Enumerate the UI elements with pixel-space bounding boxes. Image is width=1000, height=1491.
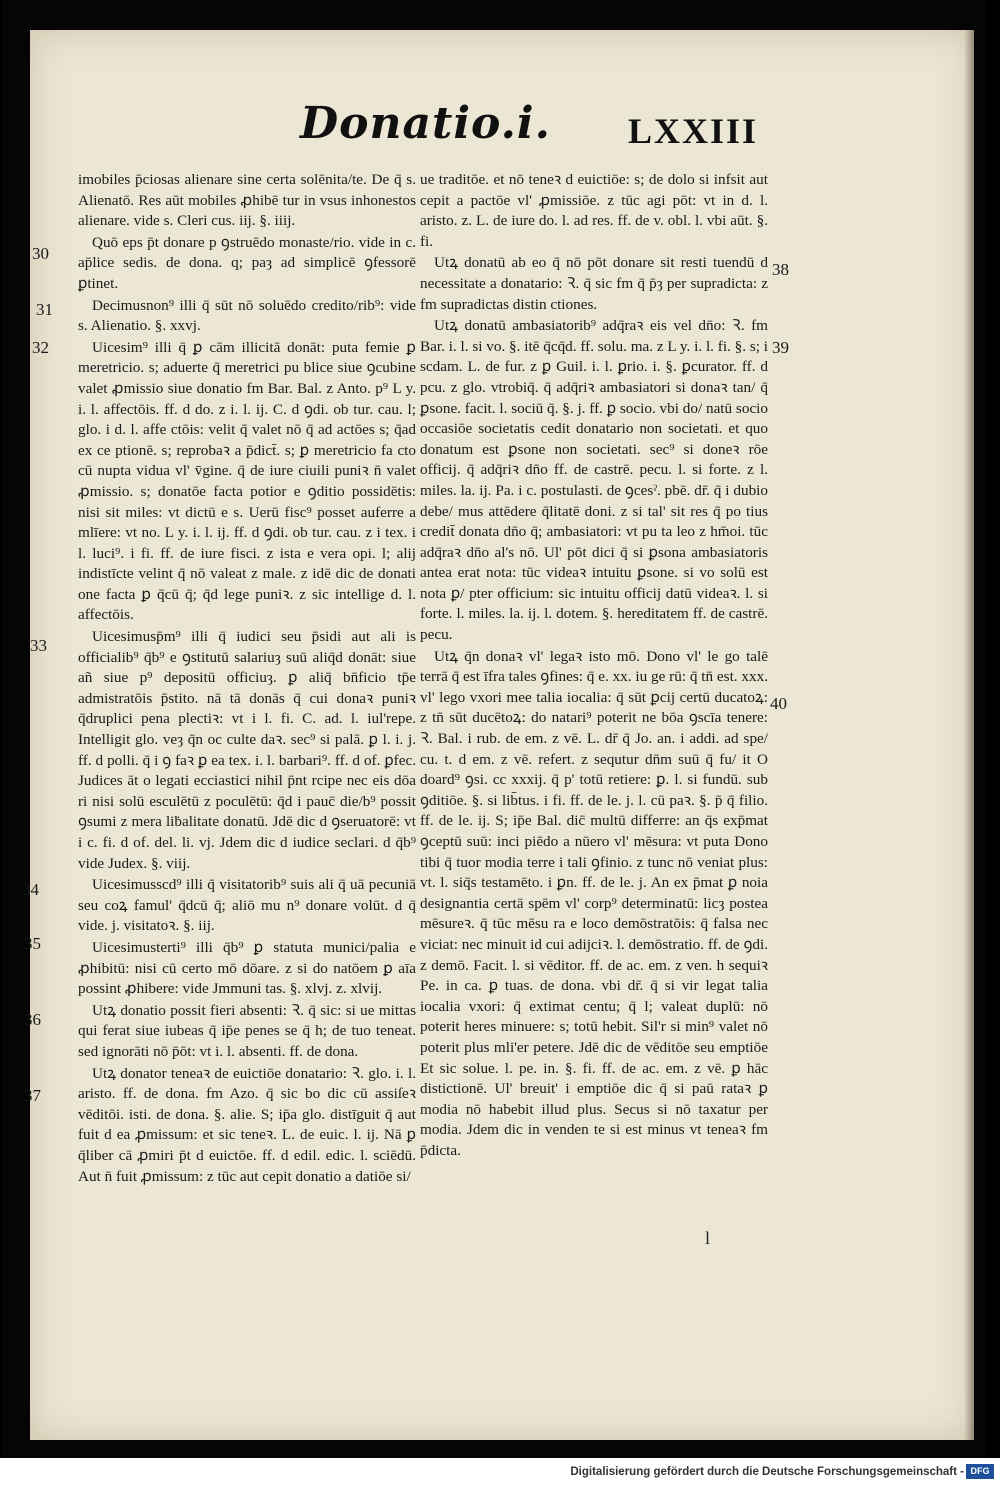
- right-column: [420, 170, 768, 1163]
- margin-number: 30: [32, 244, 49, 263]
- margin-number: 34: [22, 880, 39, 899]
- paragraph: Utꝝ donatū ab eo q̄ nō pōt donare sit resti tuendū d necessitate a donatario: Ꝛ. q̄ sic fm q̄ p̄ȝ per supradicta: z fm supradictas distin ctiones.: [420, 254, 768, 313]
- margin-number: 31: [36, 300, 53, 319]
- dfg-logo-icon: DFG: [966, 1464, 994, 1479]
- margin-number: 33: [30, 636, 47, 655]
- paragraph: Utꝝ q̄n donaꝛ vl' legaꝛ isto mō. Dono vl' le go talē terrā q̄ est īfra tales ꝯfines: q̄ e. xx. iu ge rū: q̄ tn̄ est. xxx. vl' lego vxori mee talia iocalia: q̄ sūt ꝑcij certū ducatoꝝ: z tn̄ sūt ducētoꝝ: do natari⁹ poterit ne bōa ꝯscīa tenere: Ꝛ. Bal. i rub. de em. z vē. L. dr̄ q̄ Jo. an. i addi. ad spe/ cu. t. d em. z vē. refert. z sequtur dn̄m suū q̄ fu/ it O doard⁹ ꝯsi. cc xxxij. q̄ p' totū retiere: ꝑ. l. si fundū. sub ꝯditiōe. §. si lib̄tus. i fi. ff. de le. j. l. cū paꝛ. §. p̄ q̄ filio. ff. de le. ij. S; ip̄e Bal. dic̄ multū differre: an q̄s exp̄mat ꝯceptū suū: inci piēdo a nūero vl' mēsura: vt puta Dono tibi q̄ tuor modia terre i tali ꝯfinio. z tunc nō veniat plus: vt. l. siq̄s testamēto. i ꝑn. ff. de le. j. An ex p̄mat ꝑ noia designantia certā spēm vl' corp⁹ determinatū: licȝ postea mēsureꝛ. q̄ tūc mēsu ra e loco demōstratōis: q̄ falsa nec viciat: nec minuit id cui adijciꝛ. l. demōstratio. ff. de ꝯdi. z demō. Facit. l. si vēditor. ff. de ac. em. z ven. h sequiꝛ Pe. in ca. ꝑ tuas. de dona. vbi dr̄. q̄ si vir legat talia iocalia vxori: q̄ extimat centu; q̄ l; valeat duplū: nō poterit heres minuere: s; totū hebit. Sil'r si min⁹ valet nō poterit plus mli'er petere. Jdē dic de vēditōe seu emptiōe Et sic solue. l. pe. in. §. fi. ff. de ac. em. z vē. ꝑ hāc distictionē. Ul' breuit' i emptiōe dic q̄ si paū rataꝛ ꝑ modia nō habebit illud plus. Secus si nō taxatur per modia. Jdem dic in venden te si est minus vt teneaꝛ fm p̄dicta.: [420, 647, 768, 1159]
- paragraph: Uicesimusscd⁹ illi q̄ visitatorib⁹ suis ali q̄ uā pecuniā seu coꝝ famul' q̄dcū q̄; aliō mu n⁹ donare volūt. d q̄ vide. j. visitatoꝛ. §. iij.: [78, 876, 416, 935]
- paragraph: Utꝝ donator teneaꝛ de euictiōe donatario: Ꝛ. glo. i. l. aristo. ff. de dona. fm Azo. q̄ sic bo dic cū assiſeꝛ vēditōi. isti. de dona. §. alie. S; ip̄a glo. distīguit q̄ aut fuit d ea ꝓmissum: et sic teneꝛ. L. de euic. l. ij. Nā ꝑ q̄liber cā ꝓmiri p̄t d euictōe. ff. d edil. edic. l. sciēdū. Aut n̄ fuit ꝓmissum: z tūc aut cepit donatio a datiōe si/: [78, 1064, 416, 1185]
- paragraph: Uicesimusp̄m⁹ illi q̄ iudici seu p̄sidi aut ali is officialib⁹ q̄b⁹ e ꝯstitutū salariuȝ suū aliq̄d donāt: siue añ siue p⁹ depositū officiuȝ. ꝑ aliq̄ bn̄ficio tp̄e admistratōis p̄stito. nā tā donās q̄ cui donaꝛ puniꝛ q̄druplici pena plectiꝛ: vt i l. fi. C. ad. l. iul'repe. Intelligit glo. veȝ q̄n oc culte daꝛ. sec⁹ si palā. ꝑ l. i. j. ff. d polli. q̄ i ꝯ faꝛ ꝑ ea tex. i. l. barbari⁹. ff. d of. ꝑfec. Judices āt o legati ecciastici nihil p̄nt rcipe nec eis dōa ri nisi solū esculētū z poculētū: q̄d i pauc̄ die/b⁹ possit ꝯsumi z mera liḃalitate donatū. Jdē dic d ꝯseruatorē: vt i c. fi. d of. del. li. vj. Jdem dic d iudice seclari. d q̄b⁹ vide Judex. §. viij.: [78, 628, 416, 872]
- signature-mark: l: [705, 1228, 711, 1248]
- margin-number: 36: [24, 1010, 41, 1029]
- footer-bar: [0, 1458, 1000, 1491]
- running-title: Donatio.i.: [300, 98, 551, 149]
- margin-number: 32: [32, 338, 49, 357]
- paragraph: imobiles p̄ciosas alienare sine certa solēnita/te. De q̄ s. Alienatō. Res aūt mobiles ꝓhibē tur in vsus inhonestos alienare. vide s. Cleri cus. iij. §. iiij.: [78, 171, 416, 230]
- paragraph: Uicesimusterti⁹ illi q̄b⁹ ꝑ statuta munici/palia e ꝓhibitū: nisi cū certo mō dōare. z si do natōem ꝑ aīa possint ꝓhibere: vide Jmmuni tas. §. xlvj. z. xlvij.: [78, 938, 416, 998]
- paragraph: Quō eps p̄t donare p ꝯstruēdo monaste/rio. vide in c. ap̄lice sedis. de dona. q; paȝ ad simplicē ꝯfessorē ꝑtinet.: [78, 233, 416, 292]
- paragraph: ue traditōe. et nō teneꝛ d euictiōe: s; de dolo si infsit aut cepit a pactōe vl' ꝓmissiōe. z tūc agi pōt: vt in d. l. aristo. z. L. de iure do. l. ad res. ff. de v. obl. l. vbi aūt. §. fi.: [420, 171, 768, 250]
- margin-number: 37: [24, 1086, 41, 1105]
- margin-number: 40: [770, 694, 787, 713]
- paragraph: Utꝝ donatio possit fieri absenti: Ꝛ. q̄ sic: si ue mittas qui ferat siue iubeas q̄ ip̄e penes se q̄ h; de tuo teneat. sed ignorāti nō p̄ōt: vt i. l. absenti. ff. de dona.: [78, 1001, 416, 1060]
- book-page: [30, 30, 974, 1440]
- margin-number: 38: [772, 260, 789, 279]
- paragraph: Decimusnon⁹ illi q̄ sūt nō soluēdo credito/rib⁹: vide s. Alienatio. §. xxvj.: [78, 296, 416, 335]
- funding-notice: Digitalisierung gefördert durch die Deutsche Forschungsgemeinschaft -: [570, 1466, 964, 1478]
- folio-number: LXXIII: [628, 111, 759, 151]
- paragraph: Uicesim⁹ illi q̄ ꝑ cām illicitā donāt: puta femie ꝑ meretricio. s; aduerte q̄ meretrici pu blice siue ꝯcubine valet ꝓmissio siue donatio fm Bar. Bal. z Anto. p⁹ L y. i. l. affectōis. ff. d do. z i. l. ij. C. d ꝯdi. ob tur. cau. l; glo. i d. l. affe ctōis: velit q̄ valet nō q̄ ad actōes s; q̄ad ex ce ptionē. s; reprobaꝛ a p̄dict̄. s; ꝑ meretricio fa cto cū nupta vidua vl' v̄gine. q̄ de iure ciuili puniꝛ n̄ valet ꝓmissio. s; donatōe facta potior e ꝯditio possidētis: nisi sit miles: vt dictū e s. Uerū fisc⁹ posset auferre a mlīere: vt no. L y. i. l. ij. ff. d ꝯdi. ob tur. cau. z i tex. i l. luci⁹. i fi. ff. de iure fisci. z ista e vera opi. l; alij indistīcte velint q̄ nō valeat z male. z idē dic de donati one facta ꝑ q̄cū q̄; q̄d lege puniꝛ. z sic intellige d. l. affectōis.: [78, 338, 416, 624]
- left-column: [78, 170, 416, 1188]
- paragraph: Utꝝ donatū ambasiatorib⁹ adq̄raꝛ eis vel dn̄o: Ꝛ. fm Bar. i. l. si vo. §. itē q̄cq̄d. ff. solu. ma. z L y. i. l. fi. §. s; i scdam. L. de fur. z ꝑ Guil. i. l. ꝑrio. i. §. ꝑcurator. ff. d pcu. z glo. vtrobiq̄. q̄ adq̄riꝛ ambasiatori si donaꝛ tan/ q̄ ꝑsone. facit. l. sociū q̄. §. j. ff. ꝑ socio. vbi do/ natū socio occasiōe societatis cedit donatario non societati. et quo donatum est ꝑsone non societati. sec⁹ si doneꝛ rōe officij. q̄ adq̄riꝛ dn̄o ff. de castrē. pecu. l. si forte. z l. miles. la. ij. Pa. i c. postulasti. de ꝯcesˀ. pbē. dr̄. q̄ i dubio debe/ mus attēdere q̄litatē doni. z si tal' sit res q̄ po tius credit̄ donata dn̄o q̄; ambasiatori: vt pu ta leo z hm̄oi. tūc adq̄raꝛ dn̄o al's nō. Ul' pōt dici q̄ si ꝑsona ambasiatoris antea erat nota: tūc videaꝛ intuitu ꝑsone. si vo solū est nota ꝑ/ pter officium: sic intuitu officij datū videaꝛ. l. si forte. l. miles. la. ij. l. dotem. §. hereditatem ff. de castrē. pecu.: [420, 317, 768, 644]
- margin-number: 35: [24, 934, 41, 953]
- margin-number: 39: [772, 338, 789, 357]
